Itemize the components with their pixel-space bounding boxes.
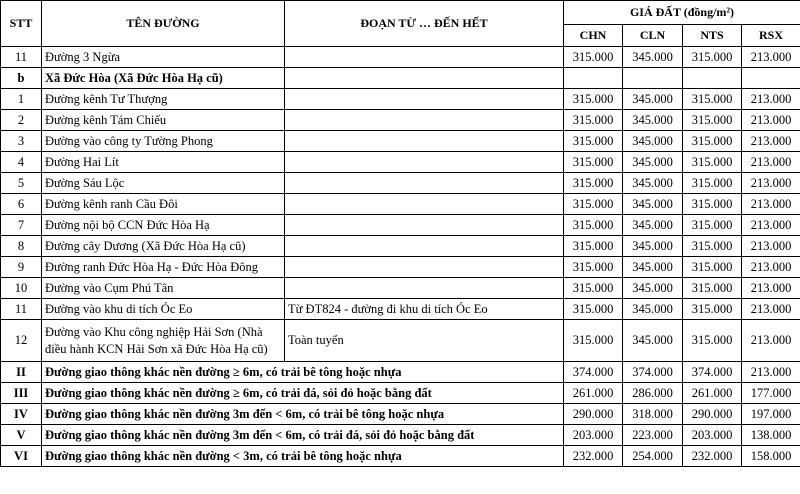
cell-cln: 345.000 [623,173,683,194]
cell-cln: 345.000 [623,194,683,215]
cell-rsx: 197.000 [742,404,800,425]
cell-cln: 345.000 [623,47,683,68]
table-row [1,47,800,68]
header-chn: CHN [564,25,623,47]
table-row [1,383,800,404]
cell-stt: 8 [1,236,42,257]
cell-stt: 4 [1,152,42,173]
cell-cln [623,68,683,89]
cell-rsx: 213.000 [742,215,800,236]
cell-rsx: 213.000 [742,89,800,110]
cell-rsx: 213.000 [742,362,800,383]
cell-cln: 223.000 [623,425,683,446]
cell-cln: 345.000 [623,215,683,236]
cell-stt: II [1,362,42,383]
header-ten-duong: TÊN ĐƯỜNG [42,1,285,47]
cell-ten-duong: Đường giao thông khác nền đường ≥ 6m, có trải đá, sỏi đỏ hoặc bằng đất [42,383,564,404]
table-row [1,299,800,320]
cell-ten-duong: Đường kênh Tư Thượng [42,89,285,110]
cell-stt: 3 [1,131,42,152]
cell-rsx: 213.000 [742,320,800,362]
cell-doan-tu: Từ ĐT824 - đường đi khu di tích Óc Eo [285,299,564,320]
cell-chn: 232.000 [564,446,623,467]
cell-ten-duong: Đường cây Dương (Xã Đức Hòa Hạ cũ) [42,236,285,257]
cell-rsx: 213.000 [742,110,800,131]
cell-chn: 315.000 [564,299,623,320]
cell-ten-duong: Đường giao thông khác nền đường < 3m, có trải bê tông hoặc nhựa [42,446,564,467]
cell-nts: 315.000 [683,173,742,194]
cell-stt: b [1,68,42,89]
cell-rsx: 213.000 [742,257,800,278]
cell-stt: 7 [1,215,42,236]
table-row [1,68,800,89]
cell-doan-tu [285,89,564,110]
cell-nts: 315.000 [683,110,742,131]
cell-nts: 290.000 [683,404,742,425]
table-row [1,131,800,152]
cell-rsx: 177.000 [742,383,800,404]
cell-ten-duong: Đường giao thông khác nền đường ≥ 6m, có trải bê tông hoặc nhựa [42,362,564,383]
cell-nts: 315.000 [683,215,742,236]
cell-cln: 345.000 [623,278,683,299]
cell-nts: 315.000 [683,257,742,278]
cell-nts: 315.000 [683,299,742,320]
table-row [1,320,800,362]
cell-stt: III [1,383,42,404]
cell-ten-duong: Đường kênh ranh Cầu Đôi [42,194,285,215]
table-row [1,425,800,446]
cell-stt: 6 [1,194,42,215]
cell-cln: 374.000 [623,362,683,383]
cell-rsx: 213.000 [742,173,800,194]
cell-cln: 345.000 [623,257,683,278]
cell-chn: 315.000 [564,236,623,257]
cell-doan-tu [285,257,564,278]
header-gia-dat: GIÁ ĐẤT (đồng/m²) [564,1,800,25]
cell-ten-duong: Đường vào Khu công nghiệp Hải Sơn (Nhà điều hành KCN Hải Sơn xã Đức Hòa Hạ cũ) [42,320,285,362]
cell-nts: 315.000 [683,152,742,173]
table-row [1,446,800,467]
table-row [1,215,800,236]
cell-doan-tu [285,194,564,215]
cell-nts: 315.000 [683,89,742,110]
cell-chn: 315.000 [564,131,623,152]
table-row [1,404,800,425]
table-row [1,257,800,278]
cell-doan-tu [285,152,564,173]
cell-cln: 345.000 [623,236,683,257]
header-nts: NTS [683,25,742,47]
cell-chn: 290.000 [564,404,623,425]
cell-chn: 315.000 [564,278,623,299]
cell-stt: 11 [1,299,42,320]
table-row [1,173,800,194]
cell-stt: VI [1,446,42,467]
cell-stt: IV [1,404,42,425]
cell-nts: 315.000 [683,194,742,215]
cell-ten-duong: Đường kênh Tám Chiếu [42,110,285,131]
cell-rsx: 213.000 [742,152,800,173]
cell-stt: 2 [1,110,42,131]
cell-rsx: 213.000 [742,47,800,68]
cell-chn: 315.000 [564,173,623,194]
cell-rsx: 213.000 [742,236,800,257]
cell-chn: 315.000 [564,110,623,131]
cell-cln: 254.000 [623,446,683,467]
cell-rsx: 213.000 [742,131,800,152]
cell-cln: 345.000 [623,152,683,173]
table-row [1,194,800,215]
cell-ten-duong: Đường Hai Lít [42,152,285,173]
cell-ten-duong: Đường nội bộ CCN Đức Hòa Hạ [42,215,285,236]
cell-nts [683,68,742,89]
cell-stt: 1 [1,89,42,110]
cell-rsx [742,68,800,89]
cell-cln: 345.000 [623,299,683,320]
cell-stt: 5 [1,173,42,194]
cell-doan-tu [285,173,564,194]
cell-nts: 315.000 [683,236,742,257]
cell-chn: 374.000 [564,362,623,383]
cell-rsx: 213.000 [742,299,800,320]
cell-stt: V [1,425,42,446]
cell-chn: 315.000 [564,194,623,215]
cell-ten-duong: Đường giao thông khác nền đường 3m đến < 6m, có trải đá, sỏi đỏ hoặc bằng đất [42,425,564,446]
cell-nts: 315.000 [683,278,742,299]
cell-ten-duong: Đường vào khu di tích Óc Eo [42,299,285,320]
cell-chn: 315.000 [564,89,623,110]
cell-nts: 261.000 [683,383,742,404]
cell-chn: 315.000 [564,320,623,362]
cell-nts: 315.000 [683,131,742,152]
cell-rsx: 213.000 [742,278,800,299]
table-row [1,362,800,383]
cell-cln: 345.000 [623,110,683,131]
cell-stt: 9 [1,257,42,278]
cell-chn: 315.000 [564,47,623,68]
cell-ten-duong: Đường ranh Đức Hòa Hạ - Đức Hòa Đông [42,257,285,278]
cell-doan-tu: Toàn tuyến [285,320,564,362]
header-rsx: RSX [742,25,800,47]
cell-nts: 315.000 [683,320,742,362]
cell-rsx: 213.000 [742,194,800,215]
cell-nts: 374.000 [683,362,742,383]
table-row [1,110,800,131]
cell-chn: 203.000 [564,425,623,446]
cell-rsx: 138.000 [742,425,800,446]
cell-rsx: 158.000 [742,446,800,467]
cell-chn: 315.000 [564,152,623,173]
cell-nts: 232.000 [683,446,742,467]
cell-cln: 345.000 [623,320,683,362]
cell-doan-tu [285,278,564,299]
cell-cln: 286.000 [623,383,683,404]
cell-chn: 315.000 [564,257,623,278]
table-row [1,152,800,173]
cell-ten-duong: Đường giao thông khác nền đường 3m đến < 6m, có trải bê tông hoặc nhựa [42,404,564,425]
header-cln: CLN [623,25,683,47]
table-row [1,89,800,110]
cell-nts: 315.000 [683,47,742,68]
cell-ten-duong: Đường 3 Ngừa [42,47,285,68]
cell-ten-duong: Đường vào Cụm Phú Tân [42,278,285,299]
cell-doan-tu [285,110,564,131]
header-doan-tu: ĐOẠN TỪ … ĐẾN HẾT [285,1,564,47]
cell-cln: 345.000 [623,89,683,110]
cell-chn: 315.000 [564,215,623,236]
cell-stt: 11 [1,47,42,68]
cell-stt: 10 [1,278,42,299]
cell-chn: 261.000 [564,383,623,404]
cell-doan-tu [285,47,564,68]
cell-cln: 318.000 [623,404,683,425]
cell-stt: 12 [1,320,42,362]
header-stt: STT [1,1,42,47]
table-row [1,236,800,257]
cell-ten-duong: Xã Đức Hòa (Xã Đức Hòa Hạ cũ) [42,68,285,89]
cell-doan-tu [285,68,564,89]
cell-doan-tu [285,215,564,236]
cell-chn [564,68,623,89]
cell-nts: 203.000 [683,425,742,446]
table-body [1,47,800,467]
table-row [1,278,800,299]
cell-cln: 345.000 [623,131,683,152]
cell-ten-duong: Đường vào công ty Tường Phong [42,131,285,152]
cell-doan-tu [285,131,564,152]
cell-ten-duong: Đường Sáu Lộc [42,173,285,194]
cell-doan-tu [285,236,564,257]
